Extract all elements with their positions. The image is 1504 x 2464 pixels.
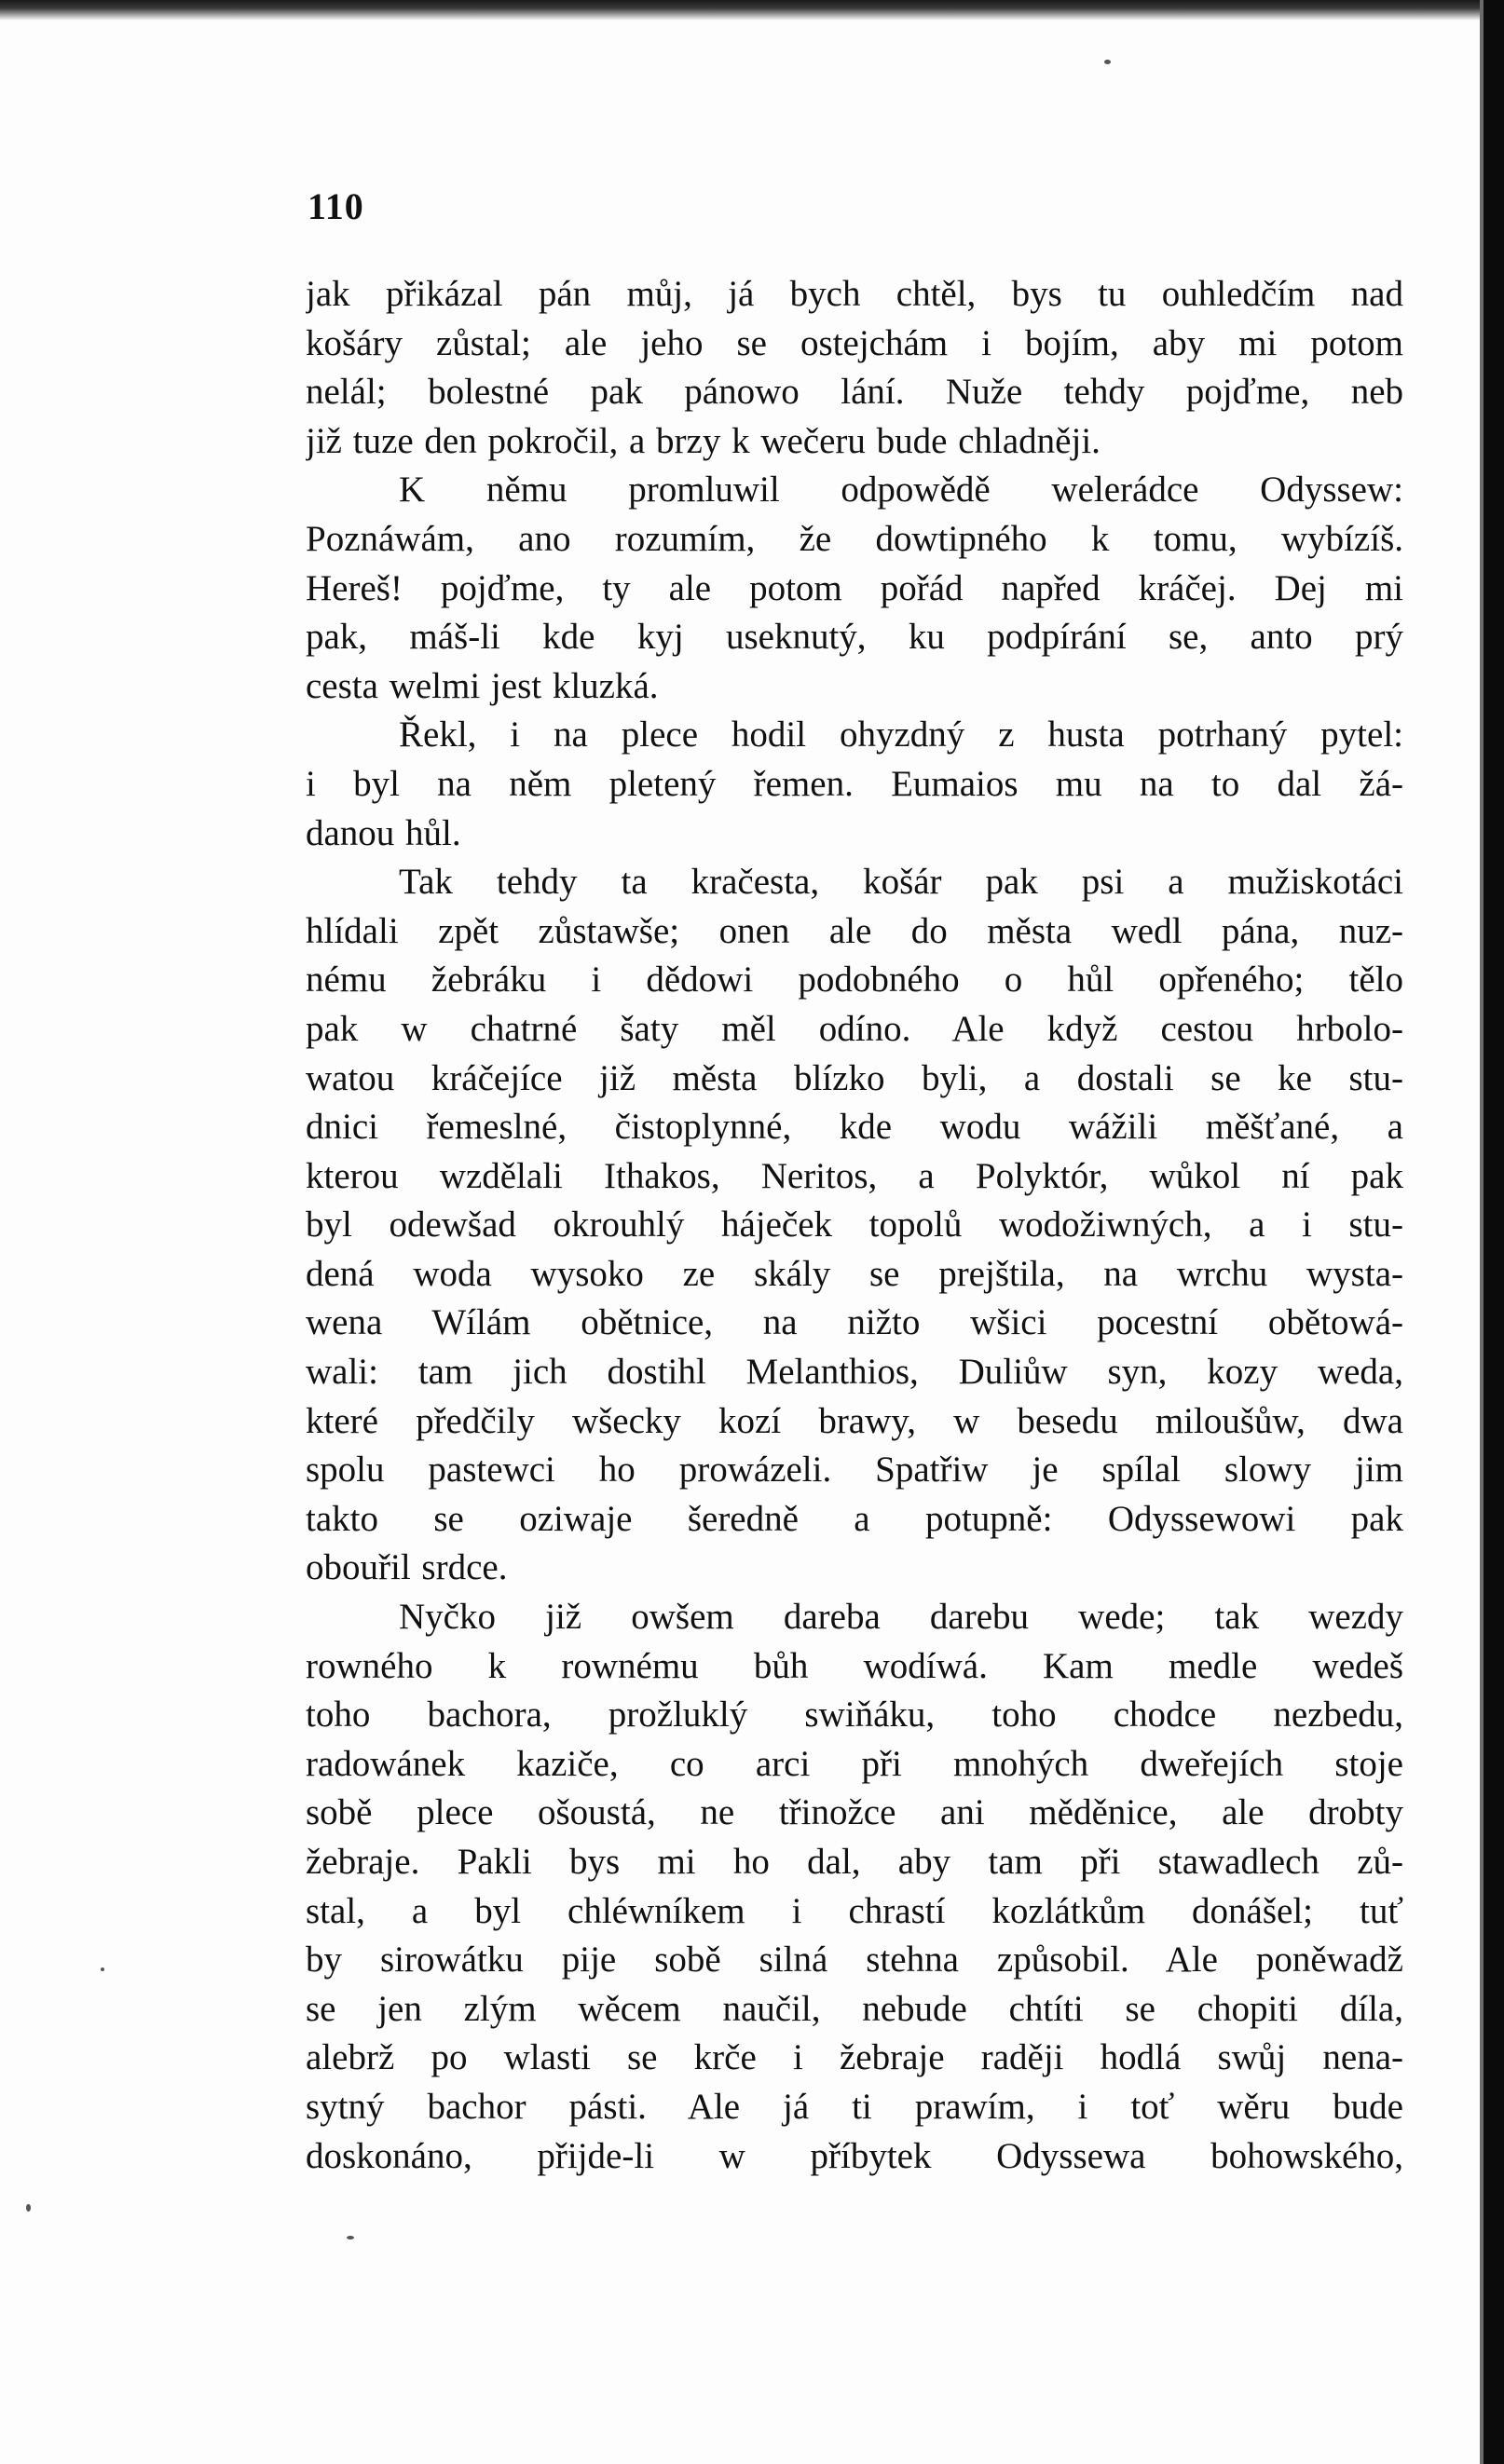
text-line: sytný bachor pásti. Ale já ti prawím, i toť wěru bude: [306, 2086, 1403, 2127]
text-line: pak, máš-li kde kyj useknutý, ku podpírání se, anto prý: [306, 617, 1403, 658]
text-line: radowánek kaziče, co arci při mnohých dweřejích stoje: [306, 1743, 1403, 1784]
text-line: takto se oziwaje šeredně a potupně: Odyssewowi pak: [306, 1498, 1403, 1539]
text-line: by sirowátku pije sobě silná stehna způsobil. Ale poněwadž: [306, 1940, 1403, 1981]
text-line: se jen zlým wěcem naučil, nebude chtíti se chopiti díla,: [306, 1988, 1403, 2029]
text-line: nému žebráku i dědowi podobného o hůl opřeného; tělo: [306, 960, 1403, 1001]
text-line: i byl na něm pletený řemen. Eumaios mu na to dal žá-: [306, 763, 1403, 804]
page-top-shadow: [0, 0, 1504, 20]
text-line: hlídali zpět zůstawše; onen ale do města wedl pána, nuz-: [306, 910, 1403, 951]
text-line: wali: tam jich dostihl Melanthios, Duliůw syn, kozy weda,: [306, 1352, 1403, 1393]
body-text: [306, 270, 1403, 2181]
page-right-border: [1483, 0, 1504, 2464]
text-line: žebraje. Pakli bys mi ho dal, aby tam při stawadlech zů-: [306, 1842, 1403, 1882]
text-line: košáry zůstal; ale jeho se ostejchám i bojím, aby mi potom: [306, 322, 1403, 363]
text-line: pak w chatrné šaty měl odíno. Ale když cestou hrbolo-: [306, 1008, 1403, 1049]
text-line: stal, a byl chléwníkem i chrastí kozlátkům donášel; tuť: [306, 1890, 1403, 1931]
text-line: kterou wzdělali Ithakos, Neritos, a Polyktór, wůkol ní pak: [306, 1155, 1403, 1196]
text-line: jak přikázal pán můj, já bych chtěl, bys tu ouhledčím nad: [306, 274, 1403, 314]
text-line: danou hůl.: [306, 812, 461, 853]
text-line: sobě plece ošoustá, ne třinožce ani měděnice, ale drobty: [306, 1792, 1403, 1833]
paper-speck: [26, 2204, 31, 2212]
text-line: doskonáno, přijde-li w příbytek Odyssewa bohowského,: [306, 2135, 1403, 2176]
paper-speck: [1104, 60, 1111, 64]
text-line: již tuze den pokročil, a brzy k wečeru bude chladněji.: [306, 420, 1101, 461]
text-line: cesta welmi jest kluzká.: [306, 665, 659, 706]
text-line: toho bachora, prožluklý swiňáku, toho chodce nezbedu,: [306, 1695, 1403, 1736]
text-line: Řekl, i na plece hodil ohyzdný z husta potrhaný pytel:: [399, 715, 1403, 756]
text-line: dnici řemeslné, čistoplynné, kde wodu wážili měšťané, a: [306, 1107, 1403, 1148]
text-line: které předčily wšecky kozí brawy, w besedu miloušůw, dwa: [306, 1400, 1403, 1441]
text-line: watou kráčejíce již města blízko byli, a dostali se ke stu-: [306, 1057, 1403, 1098]
text-line: byl odewšad okrouhlý háječek topolů wodožiwných, a i stu-: [306, 1205, 1403, 1246]
text-line: K němu promluwil odpowědě welerádce Odyssew:: [399, 470, 1403, 510]
paper-speck: [347, 2236, 354, 2239]
text-line: rowného k rownému bůh wodíwá. Kam medle wedeš: [306, 1645, 1403, 1686]
paper-speck: [101, 1967, 104, 1971]
text-line: nelál; bolestné pak pánowo lání. Nuže tehdy pojďme, neb: [306, 372, 1403, 413]
text-line: obouřil srdce.: [306, 1547, 508, 1588]
text-line: Hereš! pojďme, ty ale potom pořád napřed kráčej. Dej mi: [306, 567, 1403, 608]
text-line: wena Wílám obětnice, na nižto wšici pocestní obětowá-: [306, 1302, 1403, 1343]
text-line: spolu pastewci ho prowázeli. Spatřiw je spílal slowy jim: [306, 1450, 1403, 1491]
text-line: alebrž po wlasti se krče i žebraje raději hodlá swůj nena-: [306, 2037, 1403, 2078]
text-line: Poznáwám, ano rozumím, že dowtipného k tomu, wybízíš.: [306, 518, 1403, 559]
text-line: Tak tehdy ta kračesta, košár pak psi a mužiskotáci: [399, 862, 1403, 903]
page-number: 110: [308, 185, 364, 227]
text-line: dená woda wysoko ze skály se prejštila, na wrchu wysta-: [306, 1253, 1403, 1294]
text-line: Nyčko již owšem dareba darebu wede; tak wezdy: [399, 1597, 1403, 1638]
